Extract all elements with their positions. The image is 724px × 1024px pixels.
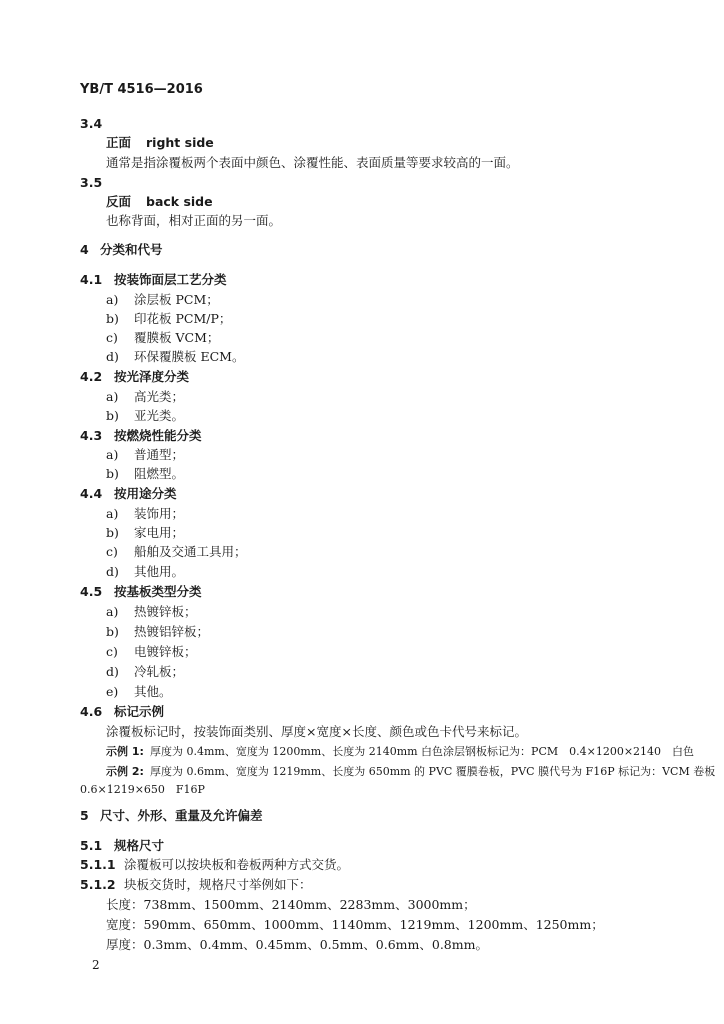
section-title-4: 分类和代号	[100, 242, 163, 257]
definition-right-side: 通常是指涂覆板两个表面中颜色、涂覆性能、表面质量等要求较高的一面。	[106, 155, 519, 170]
list-item: 覆膜板 VCM；	[134, 330, 220, 345]
list-marker: a)	[106, 292, 119, 307]
width-sizes: 宽度：590mm、650mm、1000mm、1140mm、1219mm、1200mm、1250mm；	[106, 917, 604, 932]
list-marker: a)	[106, 604, 119, 619]
list-item: 其他用。	[134, 564, 185, 579]
clause-number-5-1-1: 5.1.1	[80, 857, 116, 872]
clause-number-4-4: 4.4	[80, 486, 103, 501]
clause-title-5-1: 规格尺寸	[114, 838, 165, 853]
list-marker: b)	[106, 466, 119, 481]
list-item: 高光类；	[134, 389, 185, 404]
list-item: 装饰用；	[134, 506, 185, 521]
clause-text-5-1-1: 涂覆板可以按块板和卷板两种方式交货。	[124, 857, 350, 872]
clause-title-4-2: 按光泽度分类	[114, 369, 190, 384]
clause-title-4-3: 按燃烧性能分类	[114, 428, 202, 443]
list-item: 冷轧板；	[134, 664, 185, 679]
list-marker: b)	[106, 624, 119, 639]
list-marker: b)	[106, 311, 119, 326]
clause-number-3-4: 3.4	[80, 116, 103, 131]
list-marker: c)	[106, 544, 118, 559]
list-marker: b)	[106, 525, 119, 540]
clause-number-4-2: 4.2	[80, 369, 103, 384]
section-number-4: 4	[80, 242, 89, 257]
list-marker: c)	[106, 330, 118, 345]
term-zh-back-side: 反面	[106, 194, 132, 209]
clause-number-5-1-2: 5.1.2	[80, 877, 116, 892]
section-number-5: 5	[80, 808, 89, 823]
clause-title-4-5: 按基板类型分类	[114, 584, 202, 599]
example-1-label: 示例 1:	[106, 745, 144, 758]
list-item: 船舶及交通工具用；	[134, 544, 247, 559]
length-sizes: 长度：738mm、1500mm、2140mm、2283mm、3000mm；	[106, 897, 476, 912]
list-item: 环保覆膜板 ECM。	[134, 349, 245, 364]
clause-number-3-5: 3.5	[80, 175, 103, 190]
clause-number-4-1: 4.1	[80, 272, 103, 287]
list-item: 涂层板 PCM；	[134, 292, 219, 307]
list-item: 亚光类。	[134, 408, 185, 423]
example-2-label: 示例 2:	[106, 765, 144, 778]
clause-text-5-1-2: 块板交货时，规格尺寸举例如下：	[124, 877, 312, 892]
list-marker: d)	[106, 664, 119, 679]
term-en-right-side: right side	[146, 135, 214, 150]
list-marker: b)	[106, 408, 119, 423]
list-marker: a)	[106, 447, 119, 462]
clause-number-4-5: 4.5	[80, 584, 103, 599]
term-zh-right-side: 正面	[106, 135, 132, 150]
list-marker: d)	[106, 564, 119, 579]
list-item: 其他。	[134, 684, 172, 699]
clause-title-4-4: 按用途分类	[114, 486, 177, 501]
page-number: 2	[92, 958, 100, 972]
example-2-text-continued: 0.6×1219×650 F16P	[80, 783, 205, 796]
list-marker: c)	[106, 644, 118, 659]
thickness-sizes: 厚度：0.3mm、0.4mm、0.45mm、0.5mm、0.6mm、0.8mm。	[106, 937, 488, 952]
clause-title-4-1: 按装饰面层工艺分类	[114, 272, 227, 287]
clause-number-4-3: 4.3	[80, 428, 103, 443]
document-id: YB/T 4516—2016	[80, 82, 203, 97]
list-marker: e)	[106, 684, 119, 699]
list-item: 家电用；	[134, 525, 185, 540]
definition-back-side: 也称背面，相对正面的另一面。	[106, 213, 282, 228]
list-item: 普通型；	[134, 447, 185, 462]
example-1-text: 厚度为 0.4mm、宽度为 1200mm、长度为 2140mm 白色涂层钢板标记为：PCM 0.4×1200×2140 白色	[150, 745, 695, 758]
list-item: 热镀锌板；	[134, 604, 197, 619]
section-title-5: 尺寸、外形、重量及允许偏差	[100, 808, 263, 823]
clause-title-4-6: 标记示例	[114, 704, 165, 719]
list-item: 阻燃型。	[134, 466, 185, 481]
list-marker: d)	[106, 349, 119, 364]
list-item: 热镀铝锌板；	[134, 624, 210, 639]
clause-number-5-1: 5.1	[80, 838, 103, 853]
example-2-text: 厚度为 0.6mm、宽度为 1219mm、长度为 650mm 的 PVC 覆膜卷板，PVC 膜代号为 F16P 标记为：VCM 卷板	[150, 765, 716, 778]
list-item: 印花板 PCM/P；	[134, 311, 232, 326]
list-marker: a)	[106, 506, 119, 521]
term-en-back-side: back side	[146, 194, 213, 209]
list-item: 电镀锌板；	[134, 644, 197, 659]
list-marker: a)	[106, 389, 119, 404]
clause-number-4-6: 4.6	[80, 704, 103, 719]
marking-rule-text: 涂覆板标记时，按装饰面类别、厚度×宽度×长度、颜色或色卡代号来标记。	[106, 724, 527, 739]
